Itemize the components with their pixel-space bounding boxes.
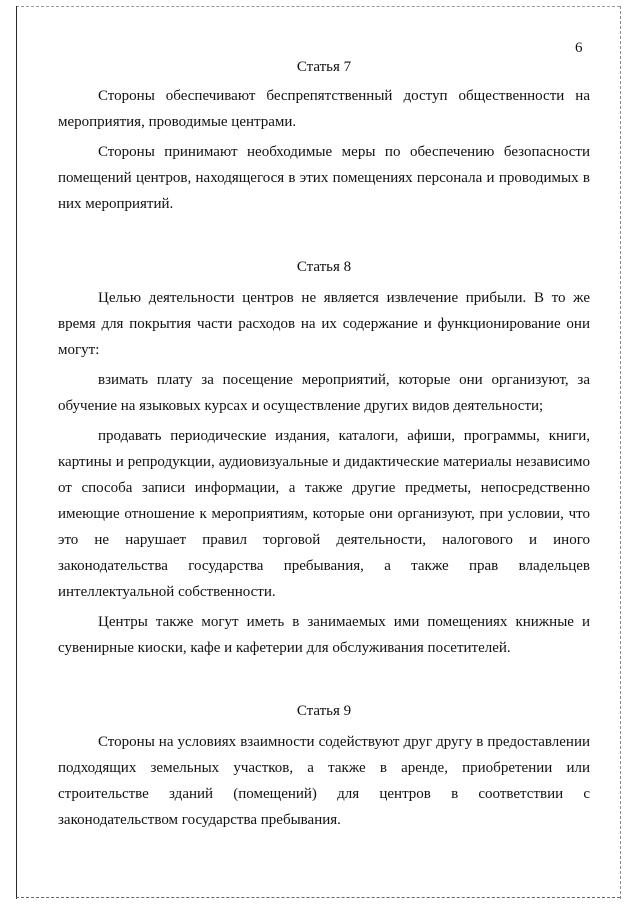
article-heading: Статья 8 [296,259,352,275]
paragraph: Стороны обеспечивают беспрепятственный доступ общественности на мероприятия, проводимые центрами. [58,88,590,130]
paragraph: Центры также могут иметь в занимаемых ими помещениях книжные и сувенирные киоски, кафе и кафетерии для обслуживания посетителей. [58,614,590,656]
paragraph: взимать плату за посещение мероприятий, которые они организуют, за обучение на языковых курсах и осуществление других видов деятельности; [58,372,590,414]
paragraph: продавать периодические издания, каталоги, афиши, программы, книги, картины и репродукции, аудиовизуальные и дидактические материалы независимо от способа записи информации, а также другие предметы, непосредственно имеющие отношение к мероприятиям, которые они организуют, при условии, что это не нарушает правил торговой деятельности, налогового и иного законодательства государства пребывания, а также прав владельцев интеллектуальной собственности. [58,428,590,600]
paragraph: Целью деятельности центров не является извлечение прибыли. В то же время для покрытия части расходов на их содержание и функционирование они могут: [58,290,590,358]
article-heading: Статья 7 [296,59,352,75]
scan-edge-bottom [16,897,620,898]
document-body [58,57,590,837]
article-heading: Статья 9 [296,703,352,719]
scan-edge-top [16,6,620,7]
article-7 [58,57,590,217]
scan-edge-right [620,6,621,899]
article-8 [58,257,590,661]
page-number: 6 [575,40,583,56]
article-9 [58,701,590,833]
paragraph: Стороны принимают необходимые меры по обеспечению безопасности помещений центров, находящегося в этих помещениях персонала и проводимых в них мероприятий. [58,144,590,212]
paragraph: Стороны на условиях взаимности содействуют друг другу в предоставлении подходящих земельных участков, а также в аренде, приобретении или строительстве зданий (помещений) для центров в соответствии с законодательством государства пребывания. [58,734,590,828]
scan-edge-left [16,6,17,899]
